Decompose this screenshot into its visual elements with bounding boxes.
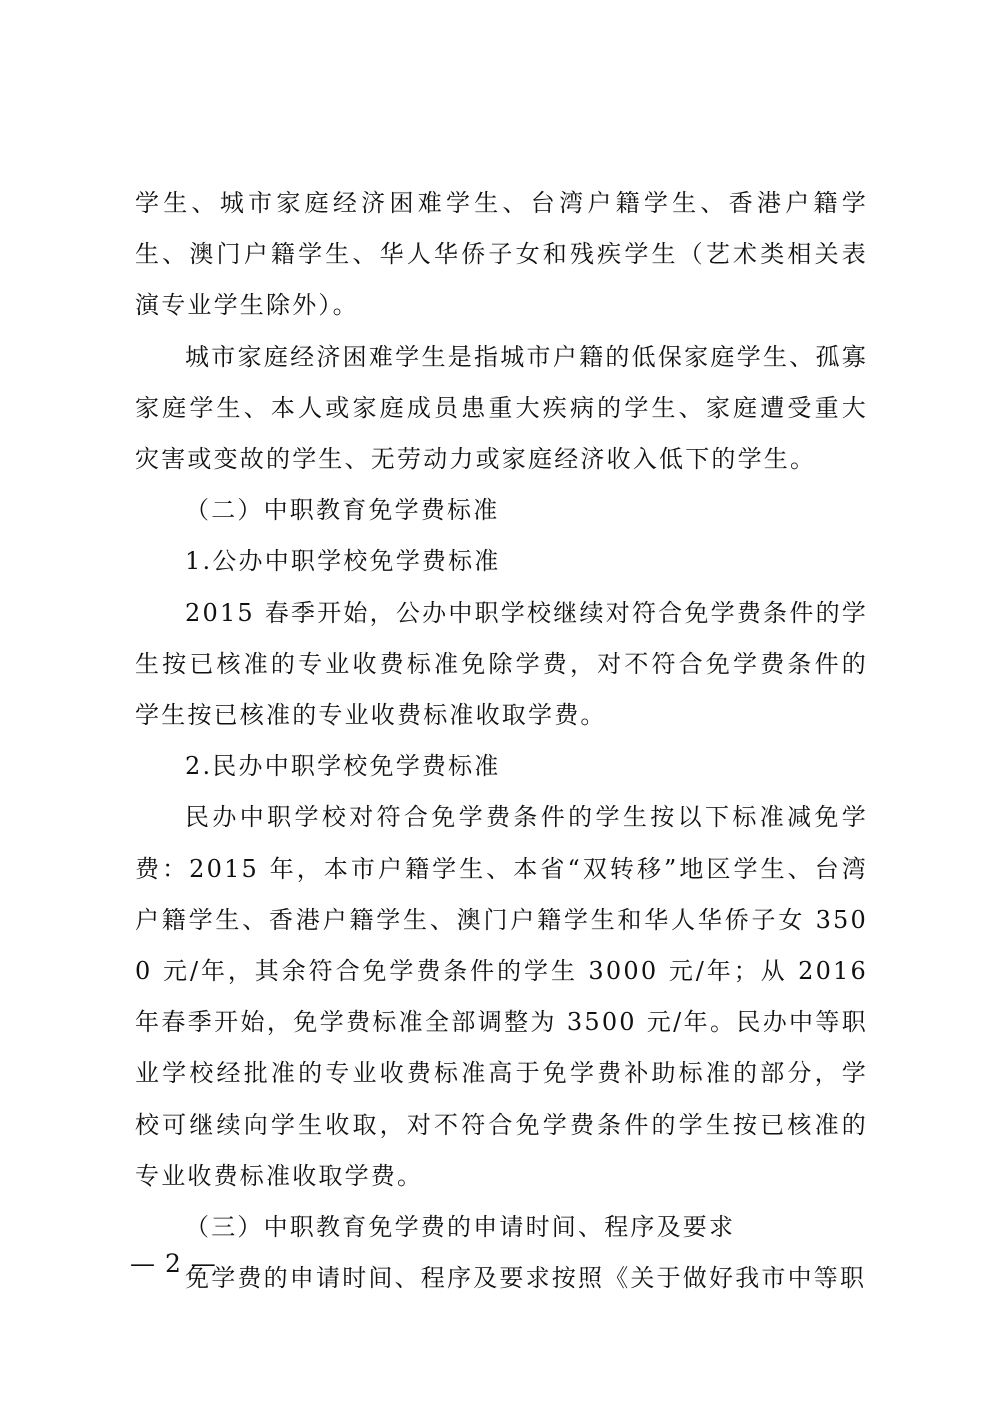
document-body <box>135 178 868 1304</box>
section-heading-2: （二）中职教育免学费标准 <box>185 496 500 525</box>
subsection-heading-2: 2.民办中职学校免学费标准 <box>185 752 501 781</box>
paragraph-private-schools: 民办中职学校对符合免学费条件的学生按以下标准减免学费：2015 年，本市户籍学生、本省“双转移”地区学生、台湾户籍学生、香港户籍学生、澳门户籍学生和华人华侨子女 3500 元/年，其余符合免学费条件的学生 3000 元/年；从 2016 年春季开始，免学费标准全部调整为 3500 元/年。民办中等职业学校经批准的专业收费标准高于免学费补助标准的部分，学校可继续向学生收取，对不符合免学费条件的学生按已核准的专业收费标准收取学费。 <box>135 803 868 1190</box>
paragraph-continuation: 学生、城市家庭经济困难学生、台湾户籍学生、香港户籍学生、澳门户籍学生、华人华侨子女和残疾学生（艺术类相关表演专业学生除外）。 <box>135 189 868 320</box>
paragraph-definition: 城市家庭经济困难学生是指城市户籍的低保家庭学生、孤寡家庭学生、本人或家庭成员患重大疾病的学生、家庭遭受重大灾害或变故的学生、无劳动力或家庭经济收入低下的学生。 <box>135 342 868 474</box>
subsection-heading-1: 1.公办中职学校免学费标准 <box>185 547 501 576</box>
paragraph-application: 免学费的申请时间、程序及要求按照《关于做好我市中等职 <box>185 1264 867 1293</box>
page-number: — 2 — <box>130 1249 217 1278</box>
section-heading-3: （三）中职教育免学费的申请时间、程序及要求 <box>185 1213 736 1242</box>
paragraph-public-schools: 2015 春季开始，公办中职学校继续对符合免学费条件的学生按已核准的专业收费标准免除学费，对不符合免学费条件的学生按已核准的专业收费标准收取学费。 <box>135 598 868 730</box>
